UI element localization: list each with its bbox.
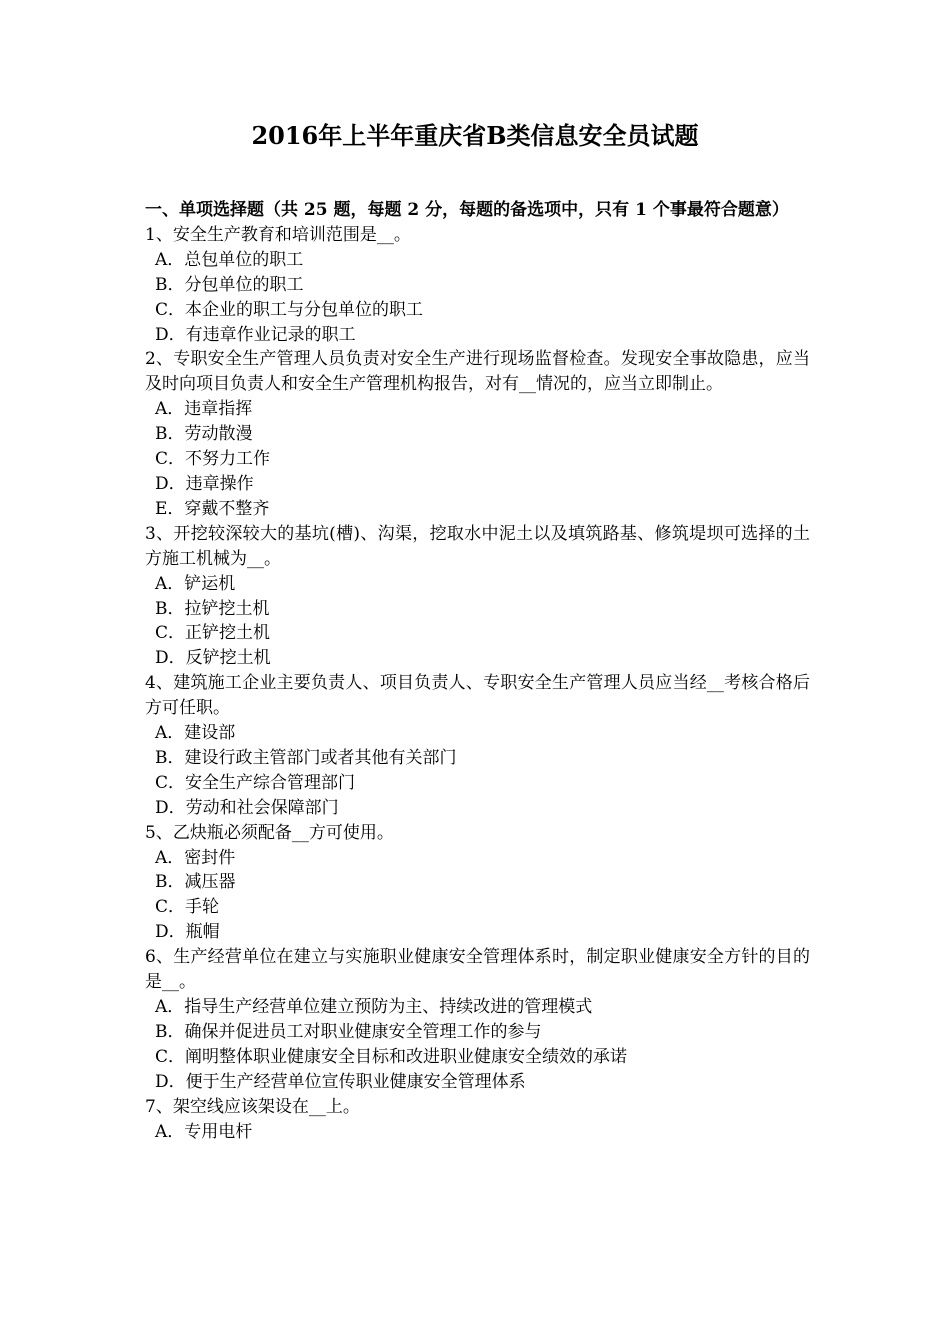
option-letter: A． — [155, 1121, 185, 1142]
option-letter: B． — [155, 1021, 185, 1042]
option-text: 拉铲挖土机 — [184, 598, 270, 619]
option-letter: A． — [155, 997, 185, 1017]
option-text: 反铲挖土机 — [185, 648, 271, 669]
option-d — [145, 920, 810, 945]
option-letter: C． — [155, 299, 186, 320]
option-letter: D． — [155, 473, 186, 494]
question-stem: 7、架空线应该架设在__上。 — [145, 1096, 360, 1117]
option-a — [145, 995, 810, 1020]
option-letter: C． — [155, 623, 186, 644]
option-letter: A． — [155, 249, 185, 270]
option-text: 便于生产经营单位宣传职业健康安全管理体系 — [185, 1071, 526, 1092]
option-letter: B． — [155, 598, 185, 619]
option-letter: C． — [155, 772, 186, 793]
option-letter: B． — [155, 424, 185, 445]
option-text: 铲运机 — [184, 573, 236, 594]
option-c — [145, 298, 810, 323]
option-b — [145, 422, 810, 447]
question-5 — [145, 821, 810, 946]
option-letter: A． — [155, 573, 185, 594]
option-e — [145, 497, 810, 522]
option-letter: A． — [155, 723, 185, 744]
question-2 — [145, 347, 810, 521]
option-b — [145, 597, 810, 622]
option-text: 专用电杆 — [184, 1121, 253, 1142]
option-text: 减压器 — [184, 872, 236, 893]
option-text: 正铲挖土机 — [185, 623, 271, 644]
option-text: 有违章作业记录的职工 — [185, 324, 356, 345]
option-text: 安全生产综合管理部门 — [185, 772, 356, 793]
option-letter: C． — [155, 449, 186, 470]
option-a — [145, 721, 810, 746]
question-list — [145, 198, 810, 1144]
option-d — [145, 472, 810, 497]
option-text: 穿戴不整齐 — [184, 498, 270, 519]
option-letter: C． — [155, 897, 186, 918]
question-stem: 5、乙炔瓶必须配备__方可使用。 — [145, 822, 394, 843]
option-text: 指导生产经营单位建立预防为主、持续改进的管理模式 — [184, 997, 593, 1017]
option-text: 劳动散漫 — [184, 424, 253, 445]
option-letter: E． — [155, 498, 185, 519]
option-text: 手轮 — [185, 897, 220, 918]
option-text: 密封件 — [184, 847, 236, 868]
question-6 — [145, 945, 810, 1094]
question-1 — [145, 223, 810, 348]
question-4 — [145, 671, 810, 820]
option-text: 违章操作 — [185, 473, 254, 494]
option-a — [145, 1120, 810, 1145]
option-a — [145, 248, 810, 273]
option-b — [145, 1020, 810, 1045]
option-d — [145, 646, 810, 671]
option-text: 建设行政主管部门或者其他有关部门 — [184, 747, 457, 768]
option-letter: A． — [155, 399, 185, 420]
option-text: 总包单位的职工 — [184, 249, 304, 270]
option-d — [145, 323, 810, 348]
option-b — [145, 273, 810, 298]
option-c — [145, 895, 810, 920]
option-c — [145, 621, 810, 646]
option-b — [145, 746, 810, 771]
option-letter: C． — [155, 1046, 186, 1067]
option-text: 劳动和社会保障部门 — [185, 797, 339, 818]
option-c — [145, 447, 810, 472]
option-letter: D． — [155, 648, 186, 669]
option-letter: B． — [155, 747, 185, 768]
option-c — [145, 1045, 810, 1070]
option-text: 不努力工作 — [185, 449, 271, 470]
question-stem: 3、开挖较深较大的基坑(槽)、沟渠，挖取水中泥土以及填筑路基、修筑堤坝可选择的土方施工机械为__。 — [145, 523, 810, 569]
question-stem: 2、专职安全生产管理人员负责对安全生产进行现场监督检查。发现安全事故隐患，应当及时向项目负责人和安全生产管理机构报告，对有__情况的，应当立即制止。 — [145, 349, 810, 395]
option-d — [145, 1070, 810, 1095]
option-text: 本企业的职工与分包单位的职工 — [185, 299, 424, 320]
option-letter: D． — [155, 324, 186, 345]
option-letter: B． — [155, 274, 185, 295]
question-stem: 6、生产经营单位在建立与实施职业健康安全管理体系时，制定职业健康安全方针的目的是__。 — [145, 947, 810, 993]
option-a — [145, 572, 810, 597]
option-text: 瓶帽 — [185, 922, 220, 943]
option-letter: D． — [155, 1071, 186, 1092]
option-text: 分包单位的职工 — [184, 274, 304, 295]
option-text: 违章指挥 — [184, 399, 253, 420]
option-letter: B． — [155, 872, 185, 893]
section-header: 一、单项选择题（共 25 题，每题 2 分，每题的备选项中，只有 1 个事最符合题意） — [145, 200, 789, 220]
option-c — [145, 771, 810, 796]
question-3 — [145, 522, 810, 671]
option-letter: D． — [155, 922, 186, 943]
option-a — [145, 846, 810, 871]
option-text: 确保并促进员工对职业健康安全管理工作的参与 — [184, 1021, 542, 1042]
option-text: 阐明整体职业健康安全目标和改进职业健康安全绩效的承诺 — [185, 1046, 628, 1067]
document-title: 2016年上半年重庆省B类信息安全员试题 — [251, 121, 699, 150]
question-stem: 1、安全生产教育和培训范围是__。 — [145, 224, 411, 245]
option-a — [145, 397, 810, 422]
option-d — [145, 796, 810, 821]
option-b — [145, 870, 810, 895]
question-7 — [145, 1095, 810, 1145]
question-stem: 4、建筑施工企业主要负责人、项目负责人、专职安全生产管理人员应当经__考核合格后方可任职。 — [145, 673, 810, 719]
option-letter: D． — [155, 797, 186, 818]
option-text: 建设部 — [184, 723, 236, 744]
option-letter: A． — [155, 847, 185, 868]
